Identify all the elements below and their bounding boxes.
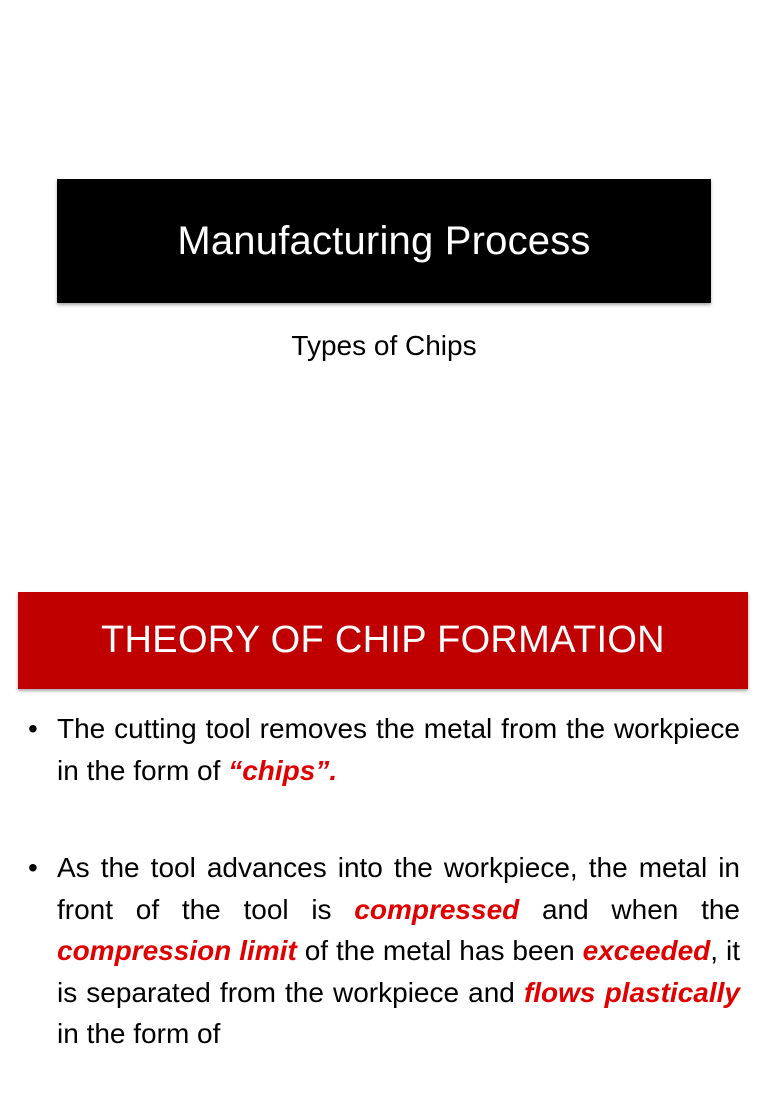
bullet-list (28, 708, 740, 1111)
bullet-text-segment: of the metal has been (296, 935, 583, 966)
bullet-text-segment: “chips”. (228, 754, 338, 786)
slide-heading: THEORY OF CHIP FORMATION (101, 619, 665, 661)
bullet-text (57, 713, 740, 786)
bullet-text (57, 852, 740, 1049)
bullet-text-segment: in the form of (57, 1018, 221, 1049)
content-slide (0, 576, 768, 1049)
slide-subtitle: Types of Chips (291, 330, 477, 361)
slide-title: Manufacturing Process (177, 218, 591, 263)
title-slide (0, 0, 768, 548)
bullet-text-segment: As the tool advances into the workpiece, the metal in front of the tool is (57, 852, 740, 925)
bullet-text-segment: flows plastically (523, 976, 740, 1008)
bullet-text-segment: The cutting tool removes the metal from the workpiece in the form of (57, 713, 740, 786)
bullet-text-segment: and when the (519, 893, 740, 925)
bullet-text-segment: compression limit (57, 935, 297, 966)
bullet-item (28, 847, 740, 1055)
bullet-text-segment: exceeded (582, 935, 711, 966)
heading-banner (18, 592, 748, 689)
bullet-marker: • (28, 713, 38, 744)
bullet-marker: • (28, 852, 38, 883)
bullet-text-segment: , it is separated from the workpiece and (57, 935, 740, 1008)
bullet-item (28, 708, 740, 791)
title-banner (57, 179, 711, 303)
bullet-text-segment: compressed (354, 893, 520, 925)
